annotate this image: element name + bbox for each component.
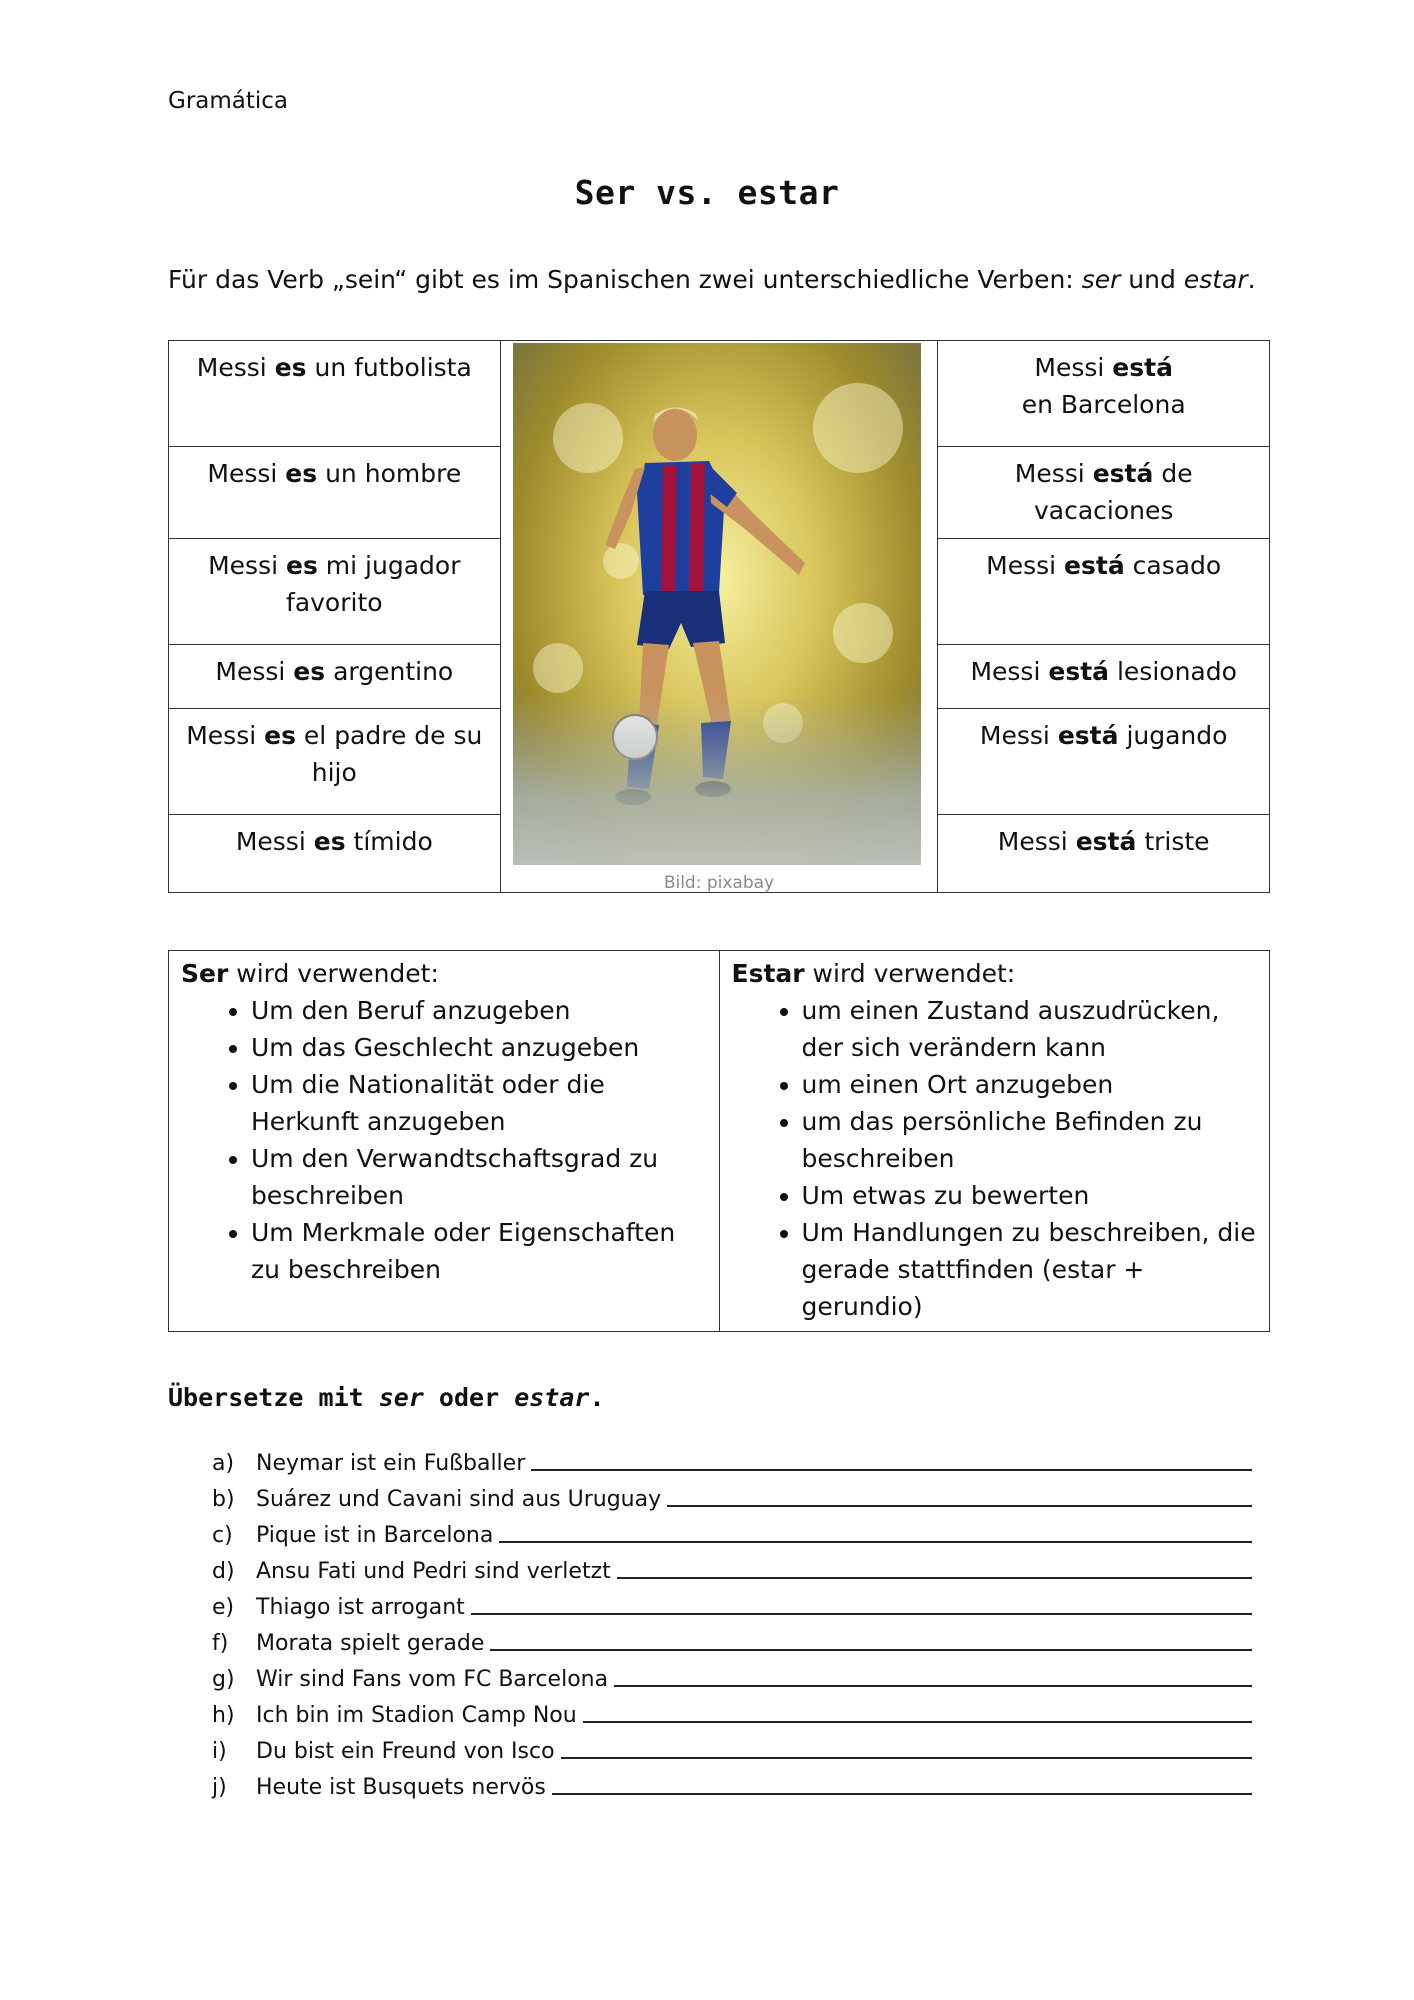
exercise-letter: d) bbox=[212, 1559, 235, 1584]
page-header: Gramática bbox=[168, 88, 289, 114]
exercise-letter: b) bbox=[212, 1487, 235, 1512]
answer-line[interactable] bbox=[583, 1721, 1252, 1723]
exercise-letter: h) bbox=[212, 1703, 235, 1728]
estar-rules-list bbox=[732, 992, 1258, 1325]
football-player-photo bbox=[513, 343, 921, 865]
exercise-item bbox=[212, 1476, 1252, 1512]
ser-example-4: Messi es argentino bbox=[169, 645, 501, 709]
exercise-prompt: Thiago ist arrogant bbox=[256, 1595, 465, 1620]
ser-example-2: Messi es un hombre bbox=[169, 447, 501, 539]
answer-line[interactable] bbox=[531, 1469, 1252, 1471]
answer-line[interactable] bbox=[667, 1505, 1252, 1507]
exercise-prompt: Ansu Fati und Pedri sind verletzt bbox=[256, 1559, 611, 1584]
ser-rules-heading: Ser wird verwendet: bbox=[181, 959, 439, 988]
exercise-prompt: Morata spielt gerade bbox=[256, 1631, 485, 1656]
exercise-letter: g) bbox=[212, 1667, 235, 1692]
intro-text bbox=[168, 265, 1256, 294]
task-title: Übersetze mit ser oder estar. bbox=[168, 1383, 605, 1412]
exercise-letter: a) bbox=[212, 1451, 235, 1476]
estar-rule-item: • um einen Zustand auszudrücken, der sich verändern kann bbox=[802, 992, 1258, 1066]
answer-line[interactable] bbox=[499, 1541, 1252, 1543]
exercise-item bbox=[212, 1620, 1252, 1656]
ser-example-1: Messi es un futbolista bbox=[169, 341, 501, 447]
estar-example-5: Messi está jugando bbox=[938, 709, 1270, 815]
exercise-item bbox=[212, 1584, 1252, 1620]
estar-example-3: Messi está casado bbox=[938, 539, 1270, 645]
exercise-prompt: Ich bin im Stadion Camp Nou bbox=[256, 1703, 577, 1728]
exercise-item bbox=[212, 1764, 1252, 1800]
ser-rule-item: • Um die Nationalität oder die Herkunft anzugeben bbox=[251, 1066, 707, 1140]
exercise-item bbox=[212, 1728, 1252, 1764]
intro-estar: estar bbox=[1183, 265, 1248, 294]
estar-rule-item: • um einen Ort anzugeben bbox=[802, 1066, 1258, 1103]
estar-rule-item: • um das persönliche Befinden zu beschreiben bbox=[802, 1103, 1258, 1177]
ser-rules-cell bbox=[169, 951, 720, 1332]
answer-line[interactable] bbox=[471, 1613, 1252, 1615]
exercise-item bbox=[212, 1548, 1252, 1584]
exercise-prompt: Heute ist Busquets nervös bbox=[256, 1775, 546, 1800]
ser-example-3: Messi es mi jugador favorito bbox=[169, 539, 501, 645]
answer-line[interactable] bbox=[617, 1577, 1252, 1579]
intro-und: und bbox=[1120, 265, 1184, 294]
ser-rules-list bbox=[181, 992, 707, 1288]
ser-rule-item: • Um das Geschlecht anzugeben bbox=[251, 1029, 707, 1066]
estar-rule-item: • Um Handlungen zu beschreiben, die gerade stattfinden (estar + gerundio) bbox=[802, 1214, 1258, 1325]
image-cell bbox=[500, 341, 938, 893]
ser-rule-item: • Um Merkmale oder Eigenschaften zu beschreiben bbox=[251, 1214, 707, 1288]
estar-example-4: Messi está lesionado bbox=[938, 645, 1270, 709]
exercise-letter: i) bbox=[212, 1739, 227, 1764]
page-title: Ser vs. estar bbox=[574, 173, 840, 212]
examples-table bbox=[168, 340, 1270, 893]
exercise-prompt: Neymar ist ein Fußballer bbox=[256, 1451, 526, 1476]
exercise-letter: j) bbox=[212, 1775, 227, 1800]
intro-ser: ser bbox=[1081, 265, 1121, 294]
ser-example-6: Messi es tímido bbox=[169, 815, 501, 893]
exercise-item bbox=[212, 1512, 1252, 1548]
exercise-letter: c) bbox=[212, 1523, 233, 1548]
exercise-prompt: Suárez und Cavani sind aus Uruguay bbox=[256, 1487, 662, 1512]
exercise-letter: e) bbox=[212, 1595, 235, 1620]
exercise-item bbox=[212, 1440, 1252, 1476]
exercise-list bbox=[212, 1440, 1252, 1800]
exercise-letter: f) bbox=[212, 1631, 229, 1656]
estar-rules-heading: Estar wird verwendet: bbox=[731, 959, 1016, 988]
answer-line[interactable] bbox=[490, 1649, 1252, 1651]
ser-example-5: Messi es el padre de su hijo bbox=[169, 709, 501, 815]
usage-rules-table bbox=[168, 950, 1270, 1332]
intro-before: Für das Verb „sein“ gibt es im Spanischen zwei unterschiedliche Verben: bbox=[168, 265, 1082, 294]
estar-rule-item: • Um etwas zu bewerten bbox=[802, 1177, 1258, 1214]
exercise-prompt: Pique ist in Barcelona bbox=[256, 1523, 494, 1548]
estar-rules-cell bbox=[719, 951, 1270, 1332]
answer-line[interactable] bbox=[561, 1757, 1252, 1759]
estar-example-6: Messi está triste bbox=[938, 815, 1270, 893]
exercise-item bbox=[212, 1692, 1252, 1728]
image-caption: Bild: pixabay bbox=[663, 873, 775, 893]
exercise-prompt: Wir sind Fans vom FC Barcelona bbox=[256, 1667, 609, 1692]
exercise-item bbox=[212, 1656, 1252, 1692]
ser-rule-item: • Um den Verwandtschaftsgrad zu beschreiben bbox=[251, 1140, 707, 1214]
ser-rule-item: • Um den Beruf anzugeben bbox=[251, 992, 707, 1029]
estar-example-1: Messi está en Barcelona bbox=[938, 341, 1270, 447]
answer-line[interactable] bbox=[552, 1793, 1252, 1795]
estar-example-2: Messi está de vacaciones bbox=[938, 447, 1270, 539]
intro-end: . bbox=[1247, 265, 1256, 294]
answer-line[interactable] bbox=[614, 1685, 1252, 1687]
exercise-prompt: Du bist ein Freund von Isco bbox=[256, 1739, 555, 1764]
